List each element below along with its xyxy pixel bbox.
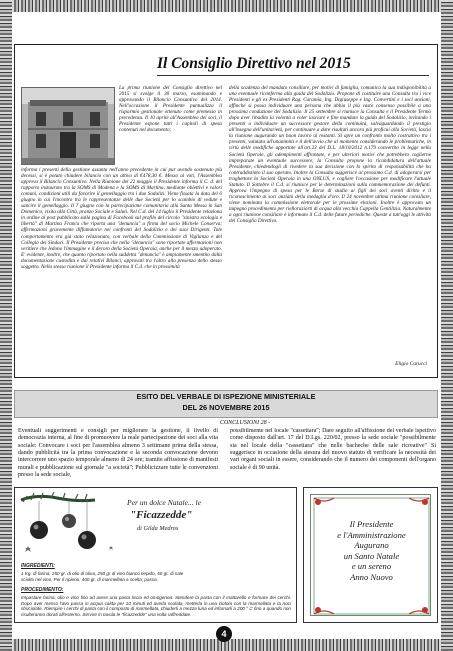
greeting-card [310, 494, 431, 616]
article-body-col1: informa i presenti della gestione assunta nell'anno precedente in cui pur avendo sostenuto più decessi, si è potuto chiudere bilancio con un attivo di €478,30 €. Messo ai voti, l'Assemblea approva il Bilancio Consuntivo. Nella Riunione del 22 maggio il Presidente informa il C. d. del rapporto instaurato tra la SOMS di Modena e la SOMS di Martina, mediante obiettivi e valori comuni, condizioni utili da favorire il gemellaggio tra i due Sodalizi. Viene fissata la data del 6 giugno in cui l'incontro tra le rappresentanze delle due Società per lo scambio di vedute e sancire il gemellaggio. Il 7 giugno con la partecipazione comunitaria alla Santa Messa in San Domenico, visita alla Città, pranzo Sociale e Saluti. Nel C.d. del 14 luglio il Presidente relaziona in ordine al post pubblicato sulla pagina di Facebook sul profilo del circolo "sinistra ecologia e libertà" di Martina Franca che riporta una "denuncia" a firma del socio Michele Conserva; affermazioni gravemente diffamatorie nei confronti del Sodalizio e dei suoi Dirigenti. Tale comportamento era già stato relazionato, con verbale della Commissione di Vigilanza e del Collegio dei Sindaci. Il Presidente precisa che nella "denuncia" sono riportate affermazioni non veritiere che ledono l'immagine e il decoro della Società Operaia, anche per il mezzo adoperato. E' evidente, inoltre, che quanto riportato nella suddetta "denuncia" è ampiamente smentito dalla documentazione custodita e dai relativi Bilanci, approvati tra l'altro alla presenza dello stesso soggetto. Nella stessa riunione il Presidente informa il C.d. che in prossimità [21, 167, 222, 270]
inspection-header-line2: DEL 26 NOVEMBRE 2015 [182, 403, 270, 412]
greeting-line: Anno Nuovo [350, 571, 393, 582]
decorative-border-top [0, 0, 453, 12]
greeting-text [319, 519, 424, 583]
article-signature: Eligio Carucci [395, 361, 427, 367]
inspection-body-col1: Eventuali suggerimenti e consigli per migliorare la gestione, il livello di democrazia interna, al fine di promuovere la reale partecipazione dei soci alla vita sociale: Convocare i soci per l'assemblea almeno 3 settimane prima della stessa, dando pubblicità tra la prima convocazione e la seconda convocazione devono intercorrere uno spazio temporale almeno di 24 ore; tramite affissione di manifesti murali e pubblicazione sul giornale "a società"; Pubblicizzare tutte le convenzioni presso la sede sociale, [18, 428, 218, 479]
procedure-text: Impastare farina, olio e vino fino ad avere una pasta liscia ed omogenea. Stendere la pasta con il mattarello e formare dei cerchi. Dopo aver messo l'avo passa in acqua calda per 10 minuti ed averla scolata, metterla in una ciotola con la marmellata e la noci sbriciolate. Riempire i cerchi di pasta con il composto di marmellata, chiuderli a mezza luna ed infornarli a 200 ° C fino a quando non risulteranno dorati all'esterno. Servire in tavola le "ficazzedde" una volta raffreddate. [21, 595, 291, 617]
decorative-border-right [441, 0, 453, 651]
decorative-border-left [0, 0, 12, 651]
recipe-author: di Gilda Medros [137, 525, 179, 532]
greeting-line: Il Presidente [349, 519, 394, 529]
ingredients-label: INGREDIENTI: [21, 563, 55, 569]
greeting-line: un Santo Natale [343, 550, 400, 561]
inspection-body-col2: possibilmente nel locale "cassettara"; Dare seguito all'affissione del verbale ispettivo come disposto dall'art. 17 del D.Lgs. 220/02, presso la sede sociale "possibilmente sia nel locale della "cassettara" che nelle bacheche delle sale ricreative" Si suggerisce in occasione della stesura del nuovo statuto di verificare la necessità dei vari organi sociali in essere, considerando che il numero dei componenti dell'organo sociale è di 90 unità. [230, 428, 436, 471]
article-body-intro: La prima riunione del Consiglio direttivo nel 2015 si svolge il 30 marzo, esaminando e approvando il Bilancio Consuntivo del 2014. Nell'occasione il Presidente puntualizza il risparmio gestionale ottenuto come premesso in precedenza. Il 10 aprile all'Assemblea dei soci, il Presidente espone tutti i capitoli di spesa contenuti nel documento; [119, 85, 222, 134]
procedure-label: PROCEDIMENTO: [21, 587, 64, 593]
greeting-line: e un sereno [351, 561, 392, 572]
christmas-greeting-box [303, 487, 438, 623]
greeting-line: e l'Amministrazione [337, 529, 406, 540]
inspection-header-line1: ESITO DEL VERBALE DI ISPEZIONE MINISTERIALE [136, 392, 316, 401]
article-title: Il Consiglio Direttivo nel 2015 [157, 55, 351, 72]
recipe-intro: Per un dolce Natale... le [127, 498, 202, 507]
title-underline [157, 75, 429, 76]
building-photo [21, 87, 115, 165]
article-body-col2: della scadenza del mandato consiliare, per motivi di famiglia, comunica la sua indisponibilità a una eventuale riconferma alla guida del Sodalizio. Propone di costituire una Consulta tra i vice Presidenti e gli ex Presidenti Rag. Caramia, Ing. Digiuseppe e Ing. Convertini e i soci anziani, affinché si possa individuare una persona che abbia il più vasto consenso possibile a una prossima conduzione del Sodalizio. Il 25 settembre si riunisce la Consulta e il Presidente Termò dopo aver ribadito la volontà a voler lasciare e fine mandato la guida del Sodalizio, invitando i presenti a individuare un successore gestore della continuità, salvaguardando il prestigio all'insegna dell'unitarietà, per continuare a dare risultati ancora più proficui alla Società, lascia la riunione augurando un buon lavoro ai restanti. Si apre un confronto molto costruttivo tra i presenti, valutata all'unanimità e il dell'avvio che al momento considerando le problematiche, in virtù delle modifiche apportate all'art.23 del D.L. 18/10/2012 n.179 convertito in legge nella Società Operaie, gli adempimenti affrontate, e per ulteriori motivi che potrebbero coglierne impreparate un eventuale successore, la Consulta propone la ricandidatura dell'attuale Presidente, chiedendogli di rivedere la sua decisione con lo spirito di responsabilità che ha contraddistinto il suo operato. Inoltre la Consulta suggerisce al prossimo C.d. di adoperarsi per traghettare la Società Operaia in una ONLUS, e cogliere l'occasione per modificare l'attuale Statuto. Il Sottobre il C.d. si riunisce per le determinazioni sulla commemorazione dei defunti. Approva l'impegno di spesa per le Borse di studio ai figli dei soci aventi diritto e il riconoscimento ai soci anziani della medaglia d'oro. Il 24 novembre ultima riunione consiliare, viene nominata la commissione elettorale per le prossime elezioni. Inoltre è approvato un impegno procedimento per rielloraziorti di acqua alla vecchia Cappella Gentilizia. Naturalmente a ogni riunione consiliare è informato il C.d. delle future periodiche. Queste a tutt'oggi le attività del Consiglio Direttivo. [229, 85, 431, 225]
recipe-box [14, 487, 297, 623]
greeting-line: Augurano [354, 540, 389, 551]
christmas-ornament-illustration [17, 492, 127, 572]
inspection-header [14, 390, 438, 418]
article-consiglio-direttivo [14, 44, 438, 378]
ingredients-text: 1 Kg. di farina, 250 gr. di olio di oliva, 250 gr di vino bianco tiepido, 50 gr. di sale sciolto nel vino. Per il ripieno: 400 gr. di marmellata a scelta; passa. [21, 571, 184, 582]
inspection-subtitle: CONCLUSIONI 28 - [219, 420, 271, 426]
page-number: 4 [216, 626, 232, 642]
recipe-name: "Ficazzedde" [130, 509, 193, 521]
